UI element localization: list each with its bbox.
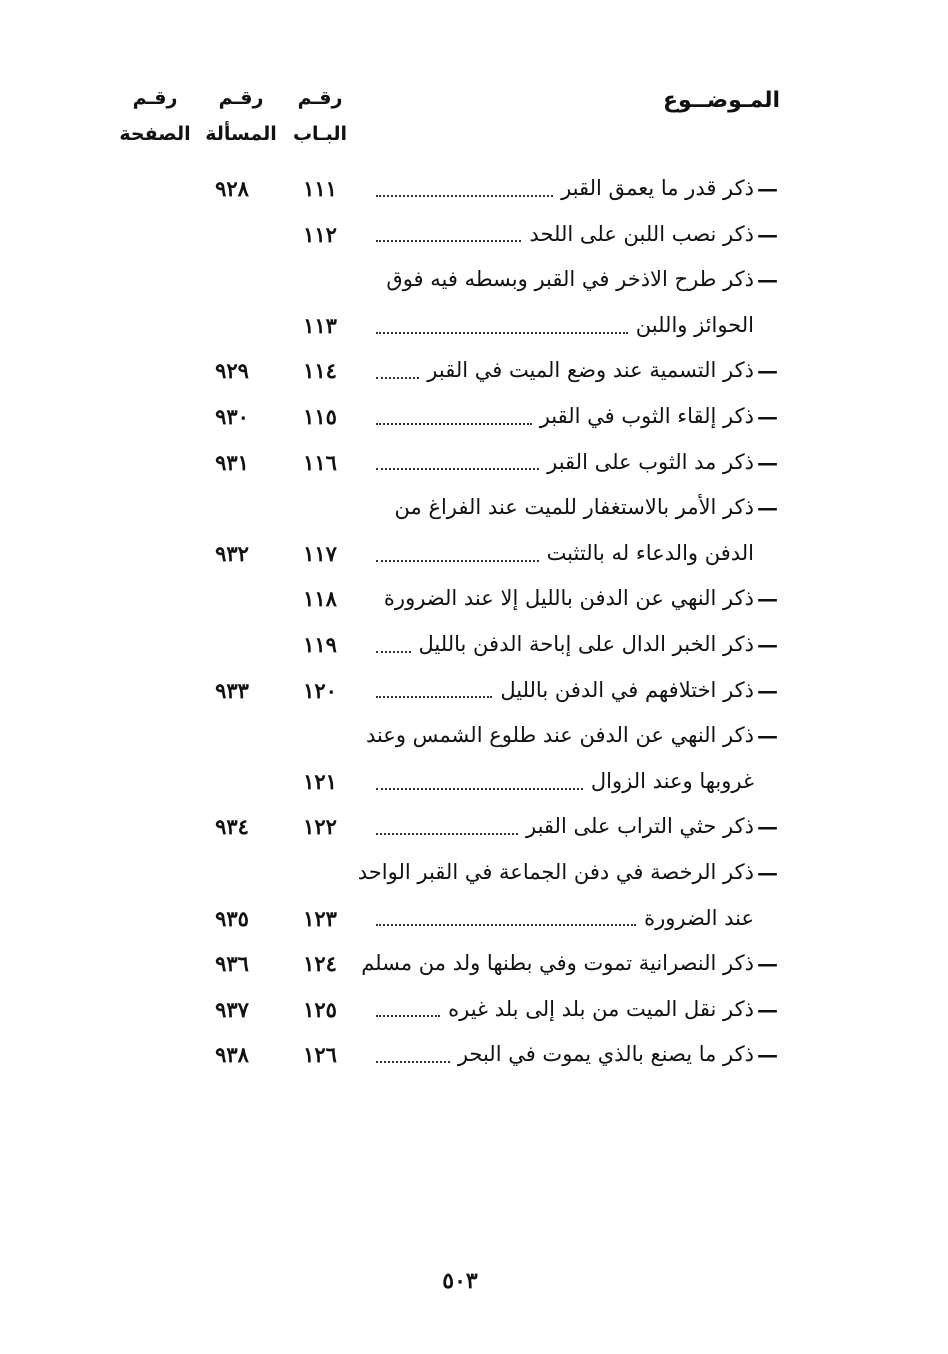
entry-title: ذكر الرخصة في دفن الجماعة في القبر الواحد <box>357 859 754 884</box>
issue-number: ٩٣٦ <box>215 951 249 977</box>
toc-row <box>0 759 948 805</box>
issue-number: ٩٣٤ <box>215 814 249 840</box>
toc-row <box>0 941 948 987</box>
issue-number <box>192 850 272 896</box>
entry-title: ذكر النهي عن الدفن بالليل إلا عند الضرورة <box>383 586 754 611</box>
entry-dash <box>754 850 778 896</box>
issue-number: ٩٣٥ <box>215 905 249 931</box>
entry-dash <box>754 166 778 212</box>
issue-number <box>192 576 272 622</box>
dot-leader <box>376 423 532 425</box>
entry-title: غروبها وعند الزوال <box>590 768 754 793</box>
page-number-column-header <box>110 80 200 152</box>
chapter-number: ١٢٤ <box>303 951 337 977</box>
toc-row <box>0 987 948 1033</box>
toc-row <box>0 531 948 577</box>
toc-entry <box>368 257 778 303</box>
dot-leader <box>376 1061 450 1063</box>
issue-number <box>192 713 272 759</box>
entry-dash <box>754 257 778 303</box>
header-line: رقـم <box>297 87 343 109</box>
entry-title: ذكر طرح الاذخر في القبر وبسطه فيه فوق <box>386 267 754 292</box>
chapter-number: ١٢٦ <box>303 1042 337 1068</box>
toc-entry <box>368 576 778 622</box>
toc-entry <box>368 804 778 850</box>
toc-row <box>0 713 948 759</box>
toc-entry <box>368 759 778 805</box>
toc-entry <box>368 531 778 577</box>
chapter-number <box>280 713 360 759</box>
entry-dash <box>754 1032 778 1078</box>
header-line: البـاب <box>292 123 348 145</box>
chapter-number: ١١٥ <box>303 403 337 429</box>
chapter-number <box>280 257 360 303</box>
issue-number: ٩٣٢ <box>215 540 249 566</box>
entry-title: ذكر قدر ما يعمق القبر <box>561 176 754 200</box>
toc-entry <box>357 850 778 896</box>
issue-number <box>192 212 272 258</box>
entry-dash <box>754 713 778 759</box>
entry-dash <box>754 394 778 440</box>
chapter-number: ١١١ <box>303 176 337 201</box>
toc-row <box>0 440 948 486</box>
entry-title: ذكر مد الثوب على القبر <box>547 449 754 474</box>
dot-leader <box>376 696 492 698</box>
entry-title: ذكر ما يصنع بالذي يموت في البحر <box>457 1042 754 1067</box>
entry-dash <box>754 668 778 714</box>
toc-row <box>0 166 948 212</box>
header-line: رقـم <box>132 87 178 109</box>
dot-leader <box>376 377 419 379</box>
toc-row <box>0 348 948 394</box>
chapter-number <box>280 850 360 896</box>
entry-title: عند الضرورة <box>644 905 754 930</box>
dot-leader <box>376 1015 440 1017</box>
entry-dash <box>754 804 778 850</box>
toc-row <box>0 804 948 850</box>
chapter-number: ١٢٢ <box>303 814 337 840</box>
entry-title: الحوائز واللبن <box>635 312 754 337</box>
topic-column-header: المـوضــوع <box>663 88 780 113</box>
entry-dash <box>754 941 778 987</box>
dot-leader <box>376 924 636 926</box>
issue-number <box>192 759 272 805</box>
entry-title: ذكر نصب اللبن على اللحد <box>529 221 754 246</box>
toc-entry <box>368 394 778 440</box>
issue-number: ٩٢٨ <box>215 176 249 201</box>
toc-row <box>0 485 948 531</box>
entry-dash <box>754 622 778 668</box>
chapter-number: ١١٣ <box>303 312 337 338</box>
entry-dash <box>754 348 778 394</box>
toc-entry <box>368 212 778 258</box>
toc-row <box>0 257 948 303</box>
chapter-number <box>280 485 360 531</box>
entry-dash <box>754 576 778 622</box>
entry-dash <box>754 485 778 531</box>
entry-dash <box>754 212 778 258</box>
entry-title: ذكر النهي عن الدفن عند طلوع الشمس وعند <box>365 723 754 748</box>
chapter-number: ١٢٥ <box>303 996 337 1022</box>
toc-row <box>0 303 948 349</box>
toc-entry <box>368 668 778 714</box>
dot-leader <box>376 332 628 334</box>
toc-entry <box>368 1032 778 1078</box>
entry-dash <box>754 987 778 1033</box>
issue-number <box>192 257 272 303</box>
toc-entry <box>368 485 778 531</box>
issue-number-column-header <box>196 80 286 152</box>
chapter-number: ١١٦ <box>303 449 337 475</box>
toc-row <box>0 668 948 714</box>
toc-row <box>0 576 948 622</box>
header-line: المسألة <box>205 123 277 145</box>
toc-row <box>0 622 948 668</box>
entry-title: ذكر حثي التراب على القبر <box>526 814 754 839</box>
toc-row <box>0 212 948 258</box>
chapter-number: ١٢١ <box>303 768 337 794</box>
header-line: رقـم <box>218 87 264 109</box>
entry-title: الدفن والدعاء له بالتثبت <box>546 540 754 565</box>
issue-number <box>192 622 272 668</box>
dot-leader <box>376 240 521 242</box>
table-of-contents <box>0 166 948 1078</box>
toc-entry <box>368 987 778 1033</box>
dot-leader <box>376 468 539 470</box>
toc-row <box>0 850 948 896</box>
toc-row <box>0 394 948 440</box>
entry-title: ذكر الأمر بالاستغفار للميت عند الفراغ من <box>394 495 754 520</box>
toc-row <box>0 896 948 942</box>
toc-entry <box>368 622 778 668</box>
toc-entry <box>368 303 778 349</box>
toc-entry <box>368 896 778 942</box>
chapter-number: ١١٨ <box>303 586 337 612</box>
toc-row <box>0 1032 948 1078</box>
entry-dash <box>754 440 778 486</box>
toc-entry <box>365 713 778 759</box>
issue-number: ٩٣٨ <box>215 1042 249 1068</box>
entry-title: ذكر النصرانية تموت وفي بطنها ولد من مسلم <box>361 951 754 976</box>
issue-number <box>192 303 272 349</box>
dot-leader <box>376 651 411 653</box>
chapter-number: ١١٢ <box>303 221 337 247</box>
dot-leader <box>376 833 518 835</box>
issue-number: ٩٢٩ <box>215 358 249 384</box>
entry-title: ذكر نقل الميت من بلد إلى بلد غيره <box>448 996 754 1021</box>
entry-title: ذكر اختلافهم في الدفن بالليل <box>500 677 754 702</box>
toc-entry <box>361 941 778 987</box>
page-number: ٥٠٣ <box>442 1268 478 1294</box>
chapter-number: ١١٩ <box>303 631 337 657</box>
header-line: الصفحة <box>119 123 191 145</box>
issue-number: ٩٣٠ <box>215 403 249 429</box>
entry-title: ذكر التسمية عند وضع الميت في القبر <box>427 358 754 383</box>
entry-title: ذكر إلقاء الثوب في القبر <box>539 403 754 428</box>
chapter-number: ١١٤ <box>303 358 337 384</box>
toc-entry <box>368 348 778 394</box>
dot-leader <box>376 195 553 197</box>
dot-leader <box>376 560 539 562</box>
dot-leader <box>376 788 583 790</box>
chapter-number: ١٢٣ <box>303 905 337 931</box>
issue-number: ٩٣٣ <box>215 677 249 703</box>
issue-number: ٩٣٧ <box>215 996 249 1022</box>
chapter-number-column-header <box>275 80 365 152</box>
toc-entry <box>368 166 778 212</box>
toc-entry <box>368 440 778 486</box>
chapter-number: ١٢٠ <box>303 677 337 703</box>
issue-number: ٩٣١ <box>215 449 249 475</box>
issue-number <box>192 485 272 531</box>
chapter-number: ١١٧ <box>303 540 337 566</box>
entry-title: ذكر الخبر الدال على إباحة الدفن بالليل <box>418 631 754 656</box>
